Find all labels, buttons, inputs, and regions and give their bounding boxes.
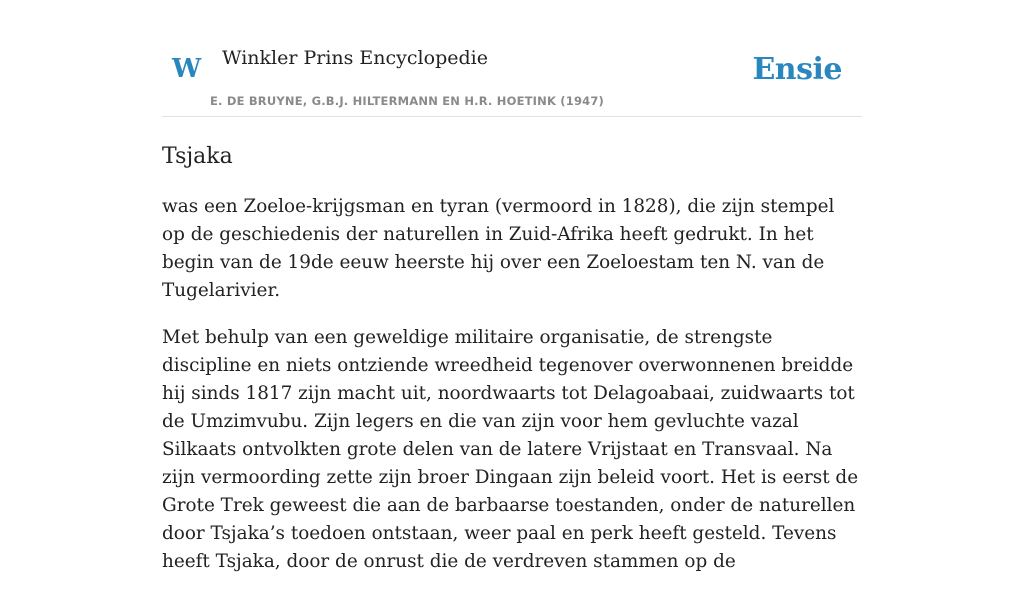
article-body [162,193,862,576]
article-title: Tsjaka [162,144,233,169]
article-paragraph-2: Met behulp van een geweldige militaire organisatie, de strengste discipline en niets ontziende wreedheid tegenover overwonnenen breidde hij sinds 1817 zijn macht uit, noordwaarts tot Delagoabaai, zuidwaarts tot de Umzimvubu. Zijn legers en die van zijn voor hem gevluchte vazal Silkaats ontvolkten grote delen van de latere Vrijstaat en Transvaal. Na zijn vermoording zette zijn broer Dingaan zijn beleid voort. Het is eerst de Grote Trek geweest die aan de barbaarse toestanden, onder de naturellen door Tsjaka’s toedoen ontstaan, weer paal en perk heeft gesteld. Tevens heeft Tsjaka, door de onrust die de verdreven stammen op de [162,327,859,572]
article-paragraph-1: was een Zoeloe-krijgsman en tyran (vermoord in 1828), die zijn stempel op de geschiedenis der naturellen in Zuid-Afrika heeft gedrukt. In het begin van de 19de eeuw heerste hij over een Zoeloestam ten N. van de Tugelarivier. [162,196,835,301]
page-container [162,0,862,595]
publication-title[interactable]: Winkler Prins Encyclopedie [222,47,488,69]
ensie-brand-logo[interactable]: Ensie [752,52,842,87]
publication-authors: E. DE BRUYNE, G.B.J. HILTERMANN EN H.R. HOETINK (1947) [210,94,605,108]
winkler-prins-logo[interactable]: W [172,54,202,84]
site-header [162,0,862,117]
